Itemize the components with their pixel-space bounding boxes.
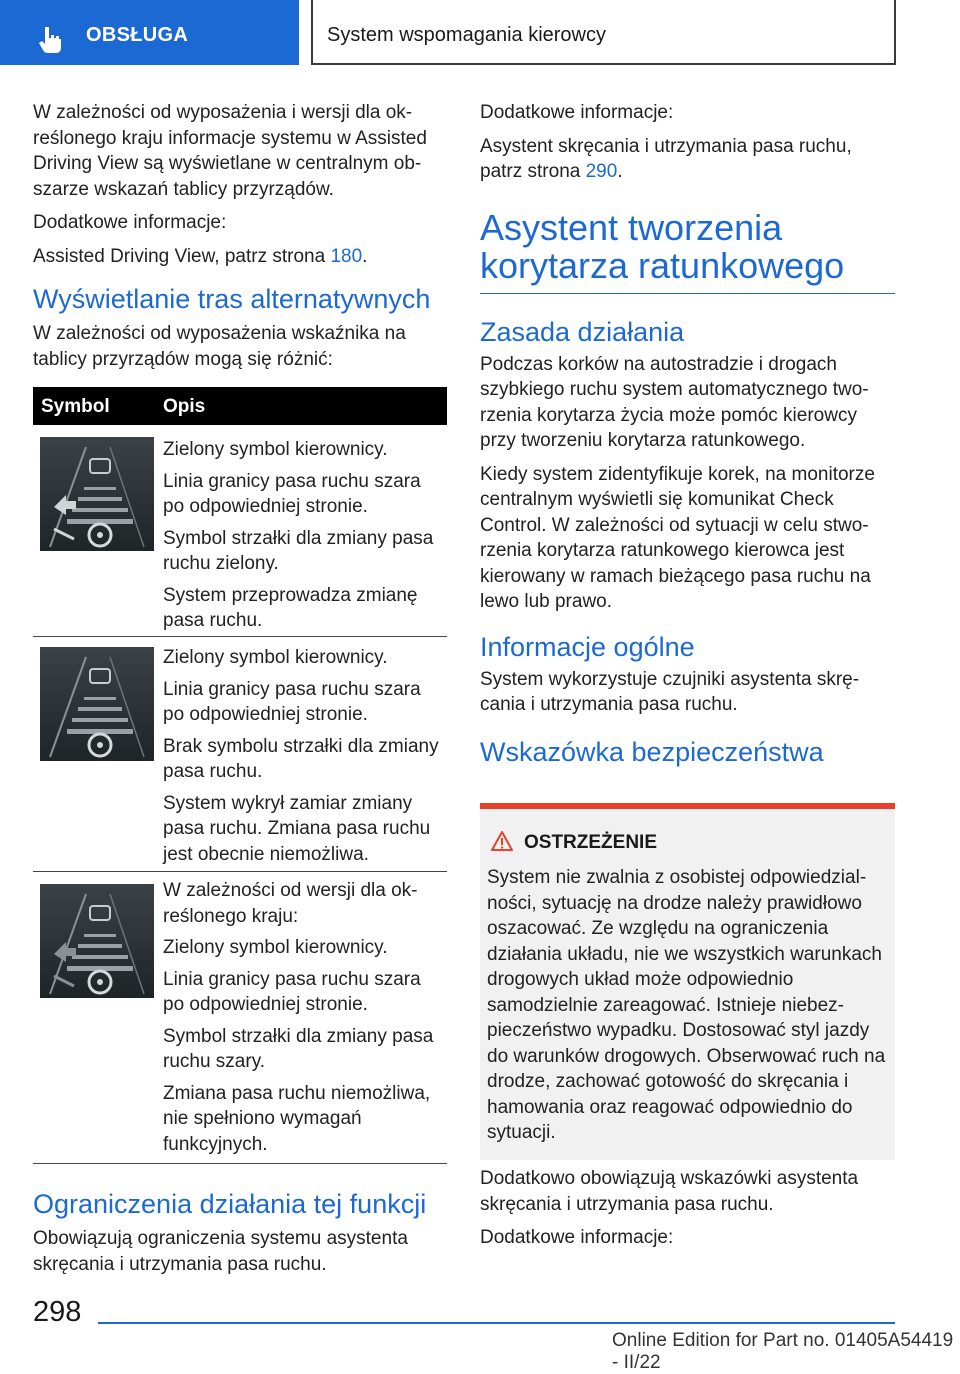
heading-safety: Wskazówka bezpieczeństwa: [480, 736, 824, 767]
paragraph: System wykorzystuje czujniki asystenta skręcania i utrzymania pasa ruchu.: [480, 668, 860, 715]
symbol-table: [33, 387, 447, 1164]
section-label: OBSŁUGA: [86, 24, 189, 46]
right-column-top: [480, 100, 895, 768]
warning-box: [480, 803, 895, 1160]
warning-body: System nie zwalnia z osobistej odpowiedzialności, sytuację na drodze należy prawidłowo oszacować. Ze względu na ograniczenia działania układu, nie we wszystkich warunkach drogowych układ może odpowiednio samodzielnie zareagować. Istnieje niebezpieczeństwo wypadku. Dostosować styl jazdy do warunków drogowych. Obserwować ruch na drodze, zachować gotowość do skręcania i hamowania oraz reagować odpowiednio do sytuacji.: [487, 867, 886, 1143]
page-link-180[interactable]: 180: [330, 245, 363, 267]
heading-general: Informacje ogólne: [480, 631, 695, 662]
right-column-bottom: [480, 1166, 895, 1259]
warning-title: OSTRZEŻENIE: [524, 832, 658, 853]
hand-pointer-icon: [36, 24, 66, 54]
paragraph: Obowiązują ograniczenia systemu asystenta skręcania i utrzymania pasa ruchu.: [33, 1228, 408, 1275]
row-description: W zależności od wersji dla określonego kraju: Zielony symbol kierownicy. Linia granicy pasa ruchu szara po odpowiedniej stronie. Symbol strzałki dla zmiany pasa ruchu szary. Zmiana pasa ruchu niemożliwa, nie spełniono wymagań funkcyjnych.: [163, 880, 434, 1155]
paragraph: Podczas korków na autostradzie i drogach szybkiego ruchu system automatycznego tworzenia korytarza życia może pomóc kierowcy przy tworzeniu korytarza ratunkowego.: [480, 353, 869, 451]
table-header: [33, 387, 447, 425]
paragraph: Dodatkowo obowiązują wskazówki asystenta skręcania i utrzymania pasa ruchu.: [480, 1168, 859, 1215]
main-heading: Asystent tworzenia korytarza ratunkowego: [480, 209, 895, 294]
warning-triangle-icon: [490, 830, 514, 852]
left-column-bottom: [33, 1188, 447, 1285]
column-header-description: Opis: [163, 396, 206, 417]
left-column-top: [33, 100, 447, 380]
table-row: [33, 637, 447, 872]
heading-routes: Wyświetlanie tras alternatywnych: [33, 284, 431, 314]
page-number: 298: [33, 1296, 82, 1328]
lane-change-grey-arrow-icon: [40, 884, 154, 998]
paragraph: W zależności od wyposażenia wskaźnika na tablicy przyrządów mogą się różnić:: [33, 323, 406, 370]
lane-change-green-arrow-icon: [40, 437, 154, 551]
table-row: [33, 872, 447, 1164]
heading-principle: Zasada działania: [480, 316, 685, 347]
chapter-title: System wspomagania kierowcy: [327, 24, 606, 46]
paragraph: W zależności od wyposażenia i wersji dla określonego kraju informacje systemu w Assisted Driving View są wyświetlane w centralnym obszarze wskazań tablicy przyrządów.: [33, 102, 427, 200]
paragraph-with-link: Asystent skręcania i utrzymania pasa ruchu, patrz strona 290.: [480, 135, 852, 182]
edition-text: Online Edition for Part no. 01405A54419 - II/22: [612, 1330, 954, 1373]
paragraph: Dodatkowe informacje:: [33, 212, 227, 233]
page-link-290[interactable]: 290: [585, 161, 618, 182]
paragraph-with-link: Assisted Driving View, patrz strona 180.: [33, 245, 368, 267]
section-tab: [0, 0, 299, 65]
column-header-symbol: Symbol: [41, 396, 110, 417]
table-row: [33, 425, 447, 637]
row-description: Zielony symbol kierownicy. Linia granicy pasa ruchu szara po odpowiedniej stronie. Brak symbolu strzałki dla zmiany pasa ruchu. System wykrył zamiar zmiany pasa ruchu. Zmiana pasa ruchu jest obecnie niemożliwa.: [163, 647, 439, 865]
heading-limits: Ograniczenia działania tej funkcji: [33, 1189, 427, 1219]
row-description: Zielony symbol kierownicy. Linia granicy pasa ruchu szara po odpowiedniej stronie. Symbol strzałki dla zmiany pasa ruchu zielony. System przeprowadza zmianę pasa ruchu.: [163, 439, 434, 631]
paragraph: Dodatkowe informacje:: [480, 102, 674, 123]
chapter-header: [311, 0, 896, 65]
footer-divider: [98, 1322, 895, 1324]
paragraph: Dodatkowe informacje:: [480, 1227, 674, 1248]
paragraph: Kiedy system zidentyfikuje korek, na monitorze centralnym wyświetli się komunikat Check Control. W zależności od sytuacji w celu stworzenia korytarza ratunkowego kierowca jest kierowany w ramach bieżącego pasa ruchu na lewo lub prawo.: [480, 463, 875, 612]
lane-change-no-arrow-icon: [40, 647, 154, 761]
